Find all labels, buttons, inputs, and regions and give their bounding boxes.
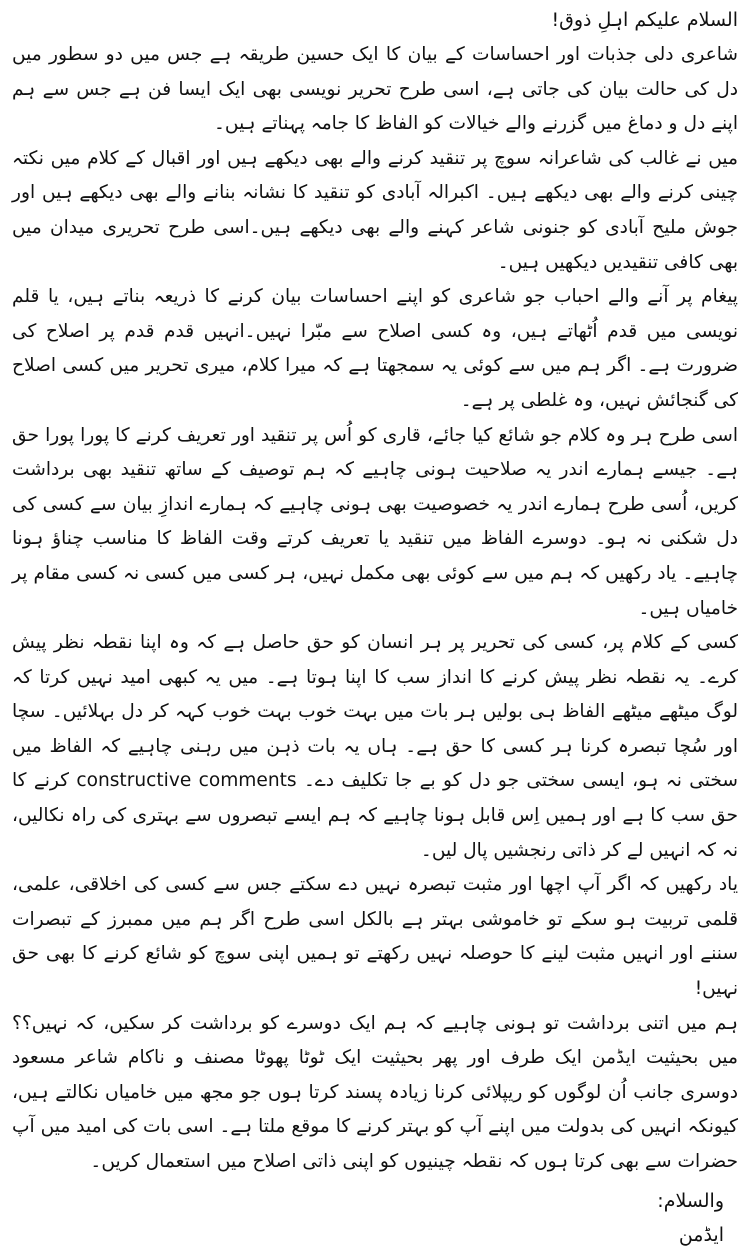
paragraph-silence-better: یاد رکھیں کہ اگر آپ اچھا اور مثبت تبصرہ نہیں دے سکتے جس سے کسی کی اخلاقی، علمی، قلمی تربیت ہو سکے تو خاموشی بہتر ہے بالکل اسی طرح اگر ہم میں ممبرز کے تبصرات سننے اور انہیں مثبت لینے کا حوصلہ نہیں رکھتے تو ہمیں اپنی سوچ کو شائع کرنے کا بھی حق نہیں! xyxy=(12,874,738,1000)
signature: ایڈمن xyxy=(678,1223,724,1246)
greeting: السلام علیکم اہلِ ذوق! xyxy=(551,9,738,31)
paragraph-reader-rights: اسی طرح ہر وہ کلام جو شائع کیا جائے، قاری کو اُس پر تنقید اور تعریف کرنے کا پورا پورا حق ہے۔ جیسے ہمارے اندر یہ صلاحیت ہونی چاہیے کہ ہم توصیف کے ساتھ تنقید بھی برداشت کریں، اُسی طرح ہمارے اندر یہ خصوصیت بھی ہونی چاہیے کہ ہمارے اندازِ بیان سے کسی کی دل شکنی نہ ہو۔ دوسرے الفاظ میں تنقید یا تعریف کرتے وقت الفاظ کا مناسب چناؤ ہونا چاہیے۔ یاد رکھیں کہ ہم میں سے کوئی بھی مکمل نہیں، ہر کسی میں کسی نہ کسی مقام پر خامیاں ہیں۔ xyxy=(12,424,738,619)
constructive-comments-term: constructive comments xyxy=(76,770,297,792)
paragraph-poetry-intro: شاعری دلی جذبات اور احساسات کے بیان کا ایک حسین طریقہ ہے جس میں دو سطور میں دل کی حالت بیان کی جاتی ہے، اسی طرح تحریر نویسی بھی ایک ایسا فن ہے جس سے ہم اپنے دل و دماغ میں گزرنے والے خیالات کو الفاظ کا جامہ پہناتے ہیں۔ xyxy=(12,44,738,135)
paragraph-admin-tolerance: ہم میں اتنی برداشت تو ہونی چاہیے کہ ہم ایک دوسرے کو برداشت کر سکیں، کہ نہیں؟؟ میں بحیثیت ایڈمن ایک طرف اور پھر بحیثیت ایک ٹوٹا پھوٹا مصنف و ناکام شاعر مسعود دوسری جانب اُن لوگوں کو ریپلائی کرنا زیادہ پسند کرتا ہوں جو مجھ میں خامیاں نکالتے ہیں، کیونکہ انہیں کی بدولت میں اپنے آپ کو بہتر کرنے کا موقع ملتا ہے۔ اسی بات کی امید میں آپ حضرات سے بھی کرتا ہوں کہ نقطہ چینیوں کو اپنی ذاتی اصلاح میں استعمال کریں۔ xyxy=(12,1012,738,1172)
paragraph-critique-manner xyxy=(12,626,738,868)
paragraph-critics: میں نے غالب کی شاعرانہ سوچ پر تنقید کرنے والے بھی دیکھے ہیں اور اقبال کے کلام میں نکتہ چینی کرنے والے بھی دیکھے ہیں۔ اکبرالہ آبادی کو تنقید کا نشانہ بنانے والے بھی دیکھے ہیں اور جوش ملیح آبادی کو جنونی شاعر کہنے والے بھی دیکھے ہیں۔اسی طرح تحریری میدان میں بھی کافی تنقیدیں دیکھیں ہیں۔ xyxy=(12,147,738,273)
closing xyxy=(12,1184,738,1252)
paragraph-paigham-members: پیغام پر آنے والے احباب جو شاعری کو اپنے احساسات بیان کرنے کا ذریعہ بناتے ہیں، یا قلم نویسی میں قدم اُٹھاتے ہیں، وہ کسی اصلاح سے مبّرا نہیں۔انہیں قدم قدم پر اصلاح کی ضرورت ہے۔ اگر ہم میں سے کوئی یہ سمجھتا ہے کہ میرا کلام، میری تحریر میں کسی اصلاح کی گنجائش نہیں، وہ غلطی پر ہے۔ xyxy=(12,286,738,411)
closing-salutation: والسلام: xyxy=(657,1189,724,1212)
paragraph-critique-manner-part1: کسی کے کلام پر، کسی کی تحریر پر ہر انسان کو حق حاصل ہے کہ وہ اپنا نقطہ نظر پیش کرے۔ یہ نقطہ نظر پیش کرنے کا انداز سب کا اپنا ہوتا ہے۔ میں یہ کبھی امید نہیں کرتا کہ لوگ میٹھے میٹھے الفاظ ہی بولیں ہر بات میں بہت خوب بہت خوب کہہ کر دل بہلائیں۔ سچا اور سُچا تبصرہ کرنا ہر کسی کا حق ہے۔ ہاں یہ بات ذہن میں رہنی چاہیے کہ الفاظ میں سختی نہ ہو، ایسی سختی جو دل کو بے جا تکلیف دے۔ xyxy=(12,632,738,792)
article xyxy=(12,2,738,1246)
paragraph-critique-manner-part2: کرنے کا حق سب کا ہے اور ہمیں اِس قابل ہونا چاہیے کہ ہم ایسے تبصروں سے بہتری کی راہ نکالیں، نہ کہ انہیں لے کر ذاتی رنجشیں پال لیں۔ xyxy=(12,770,738,861)
